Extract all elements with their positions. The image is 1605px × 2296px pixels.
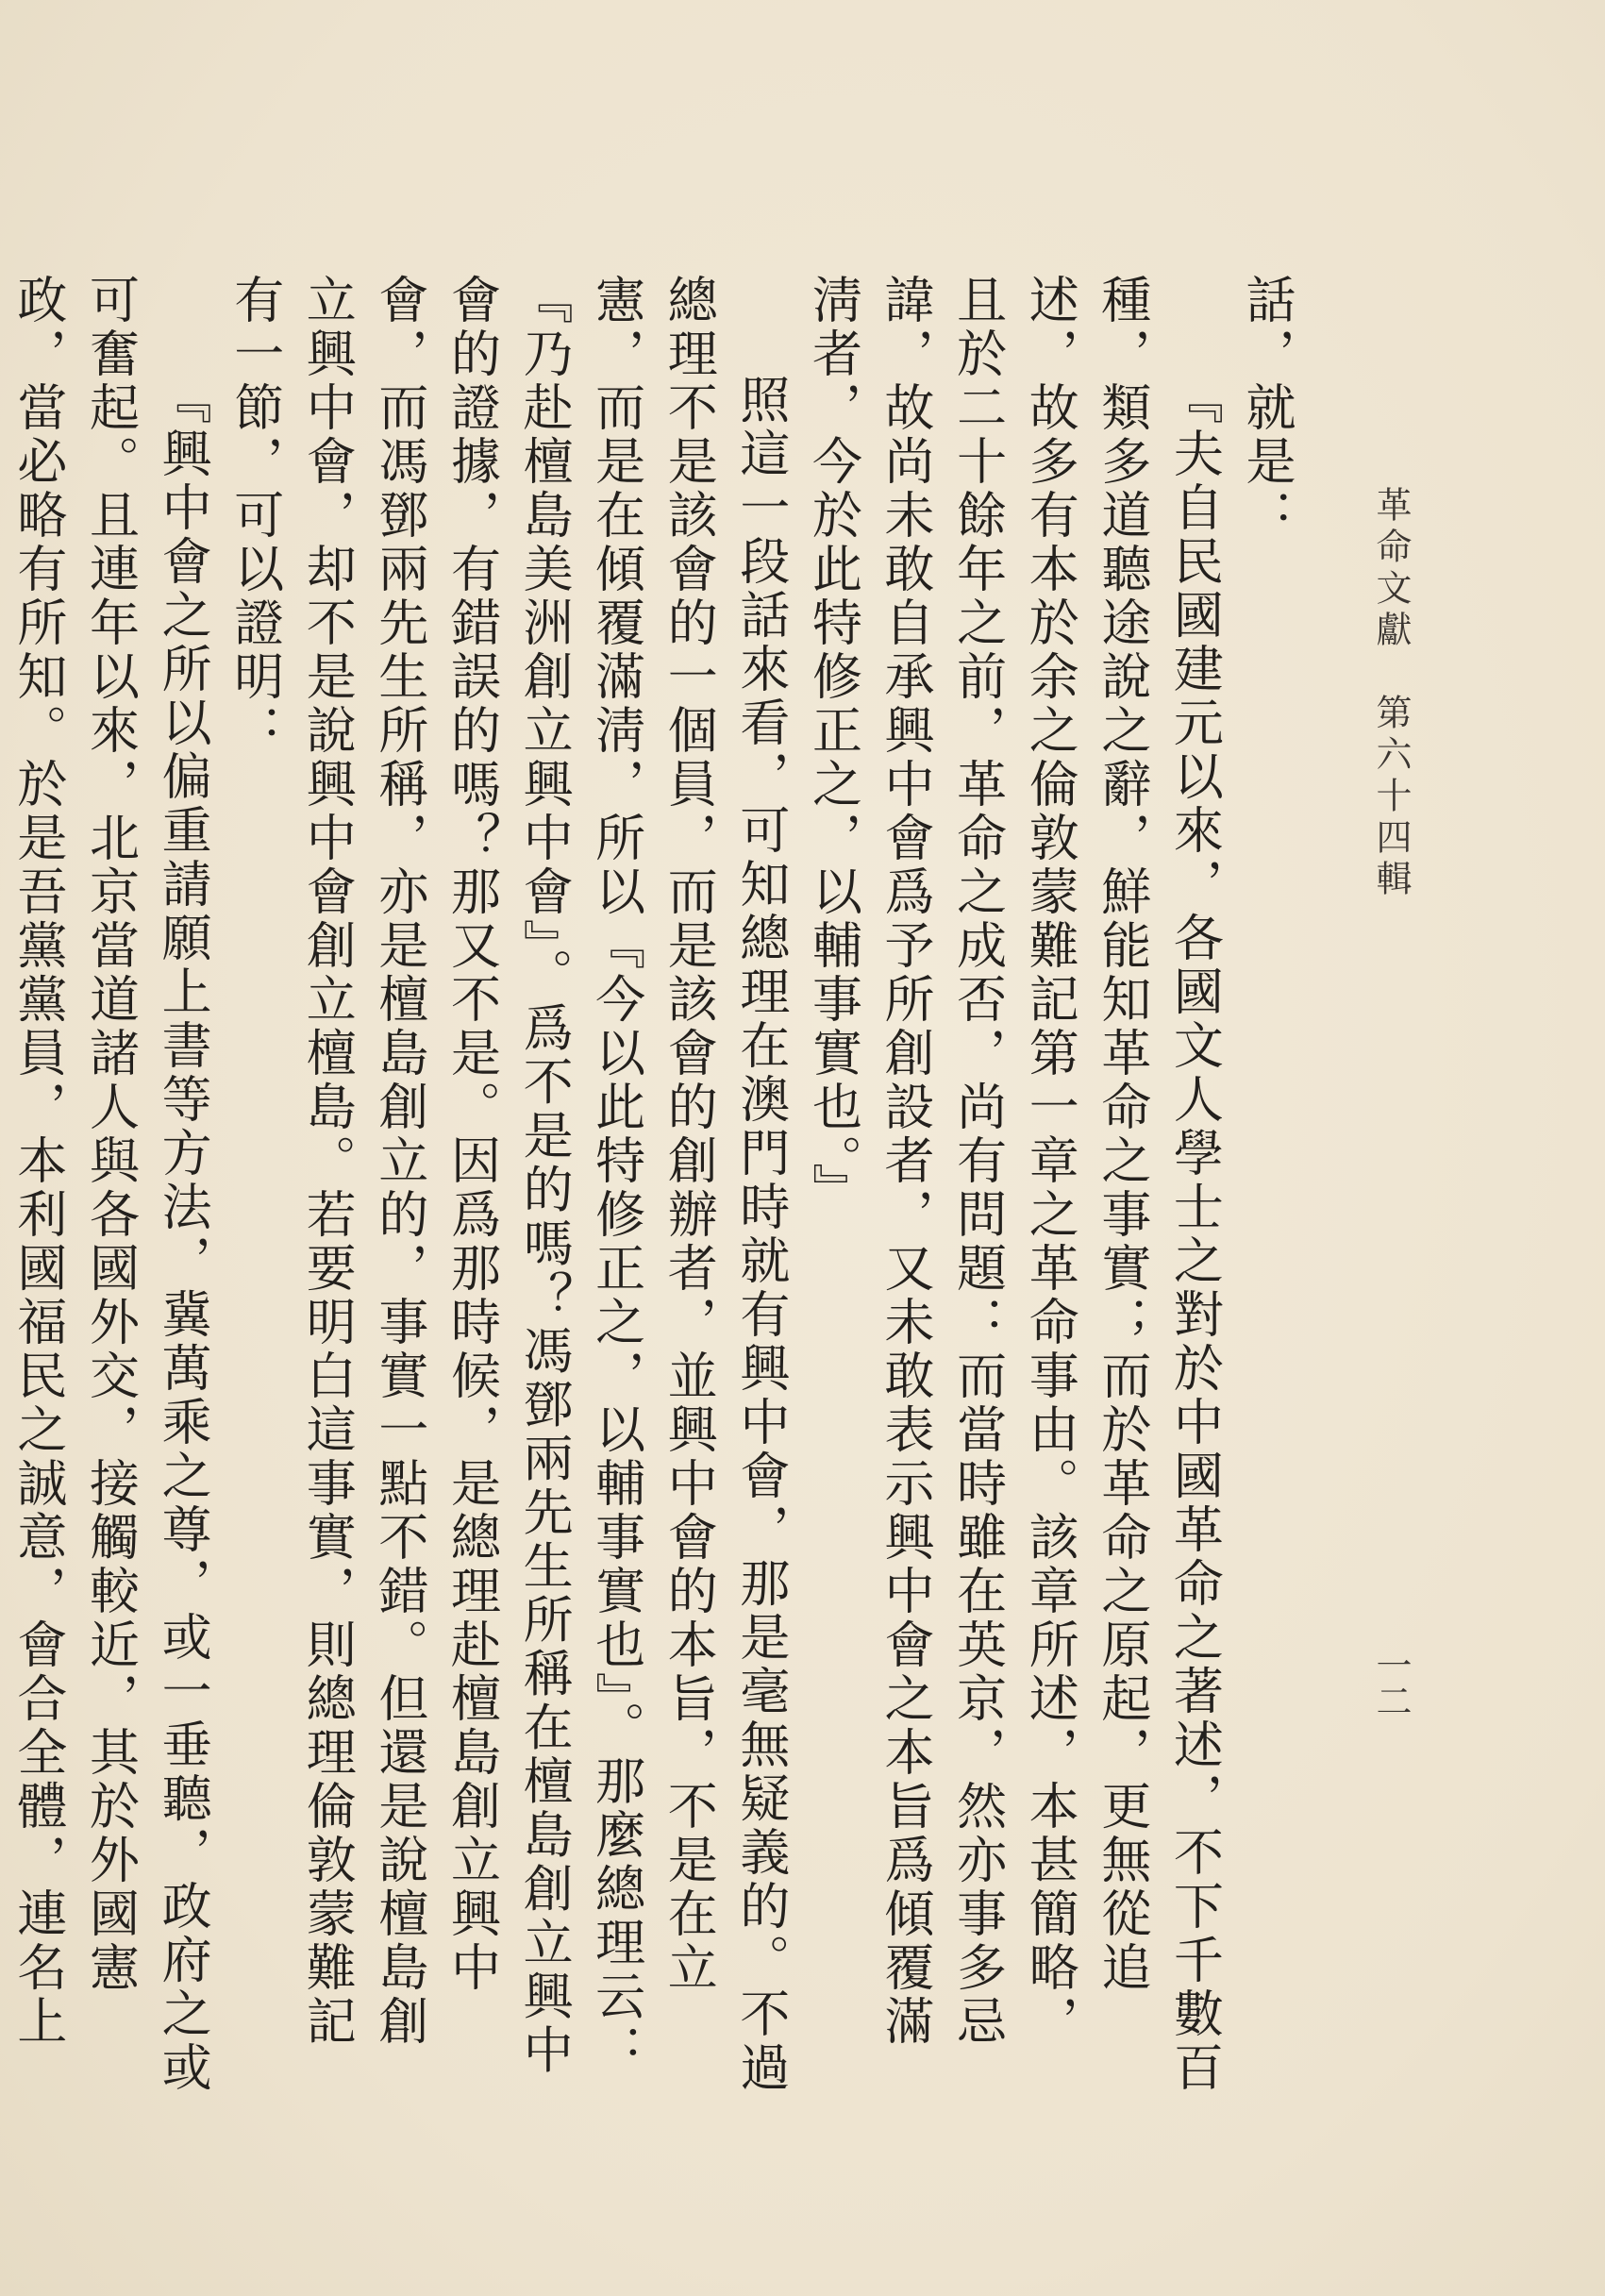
page-number: 一二 [1370,1647,1412,1718]
paragraph-4-quotation: 『興中會之所以偏重請願上書等方法，冀萬乘之尊，或一垂聽，政府之或可奮起。且連年以來，北京當道諸人與各國外交，接觸較近，其於外國憲政，當必略有所知。於是吾黨黨員，本利國福民之誠意，會合全體，連名上 [8,274,212,2095]
paragraph-1: 話，就是： [1238,274,1296,543]
body-text [8,274,1302,2100]
running-head: 革命文獻 第六十四輯 [1370,486,1412,901]
paragraph-3: 照這一段話來看，可知總理在澳門時就有興中會，那是毫無疑義的。不過總理不是該會的一個員，而是該會的創辦者，並興中會的本旨，不是在立憲，而是在傾覆滿淸，所以『今以此特修正之，以輔事實也』。那麼總理云：『乃赴檀島美洲創立興中會』。爲不是的嗎？馮鄧兩先生所稱在檀島創立興中會的證據，有錯誤的嗎？那又不是。因爲那時候，是總理赴檀島創立興中會，而馮鄧兩先生所稱，亦是檀島創立的，事實一點不錯。但還是說檀島創立興中會，却不是說興中會創立檀島。若要明白這事實，則總理倫敦蒙難記有一節，可以證明： [226,274,790,2095]
paragraph-2-quotation: 『夫自民國建元以來，各國文人學士之對於中國革命之著述，不下千數百種，類多道聽途說之辭，鮮能知革命之事實；而於革命之原起，更無從追述，故多有本於余之倫敦蒙難記第一章之革命事由。該章所述，本甚簡略，且於二十餘年之前，革命之成否，尚有問題：而當時雖在英京，然亦事多忌諱，故尚未敢自承興中會爲予所創設者，又未敢表示興中會之本旨爲傾覆滿淸者，今於此特修正之，以輔事實也。』 [804,274,1224,2095]
